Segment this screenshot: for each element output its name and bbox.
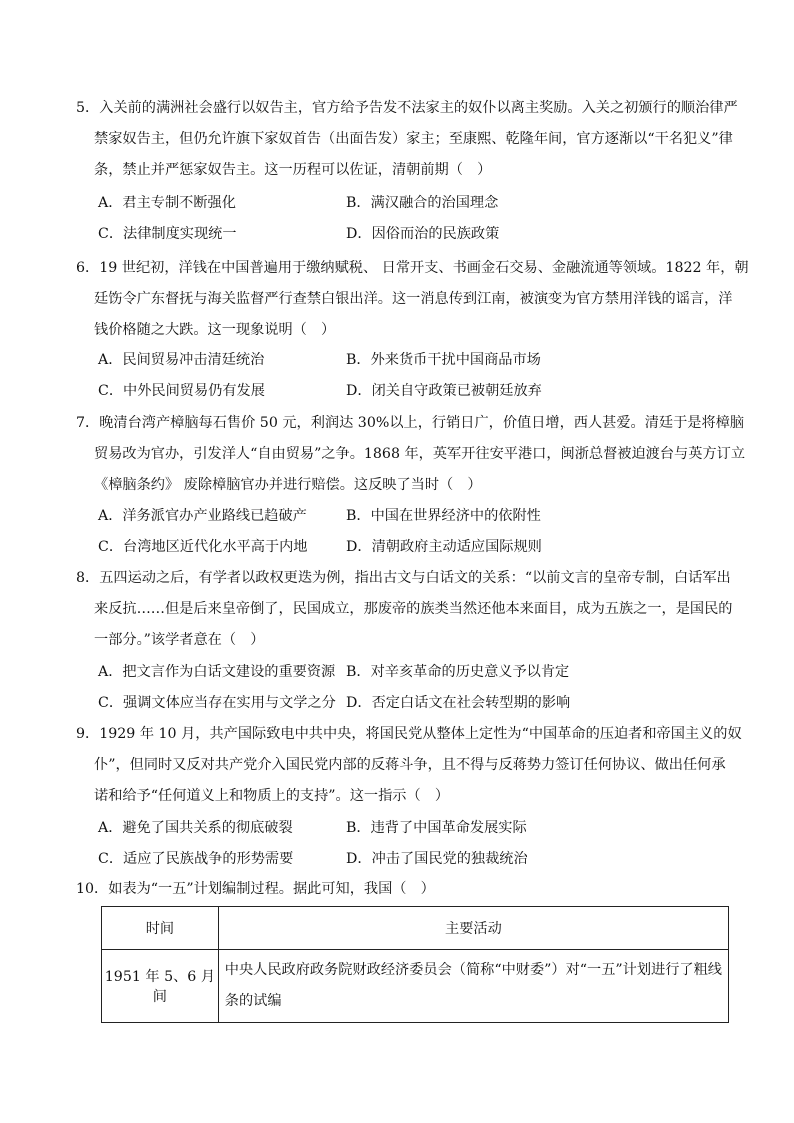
question-5-option-a[interactable]: A．君主专制不断强化 [98, 195, 236, 211]
question-6-option-d[interactable]: D．闭关自守政策已被朝廷放弃 [346, 383, 542, 399]
question-5-option-d[interactable]: D．因俗而治的民族政策 [346, 226, 500, 242]
table-cell-activity-line-1: 中央人民政府政务院财政经济委员会（简称“中财委”）对“一五”计划进行了粗线 [224, 962, 722, 978]
question-9-option-b[interactable]: B．违背了中国革命发展实际 [346, 820, 527, 836]
question-5-line-1: 5．入关前的满洲社会盛行以奴告主，官方给予告发不法家主的奴仆以离主奖励。入关之初颁行的顺治律严 [76, 100, 738, 116]
question-5-option-c[interactable]: C．法律制度实现统一 [98, 226, 237, 242]
question-9-option-d[interactable]: D．冲击了国民党的独裁统治 [346, 851, 528, 867]
table-header-activity: 主要活动 [218, 907, 728, 950]
question-7-option-c[interactable]: C．台湾地区近代化水平高于内地 [98, 539, 308, 555]
question-9-line-1: 9．1929 年 10 月，共产国际致电中共中央，将国民党从整体上定性为“中国革命的压迫者和帝国主义的奴 [76, 726, 742, 742]
question-8-option-d[interactable]: D．否定白话文在社会转型期的影响 [346, 695, 571, 711]
question-8-option-c[interactable]: C．强调文体应当存在实用与文学之分 [98, 695, 336, 711]
question-8-line-3: 一部分。”该学者意在（ ） [94, 632, 265, 648]
question-9-option-c[interactable]: C．适应了民族战争的形势需要 [98, 851, 294, 867]
table-header-time: 时间 [102, 907, 219, 950]
table-cell-activity-line-2: 条的试编 [224, 993, 282, 1009]
question-5-option-b[interactable]: B．满汉融合的治国理念 [346, 195, 499, 211]
question-7-line-3: 《樟脑条约》 废除樟脑官办并进行赔偿。这反映了当时（ ） [94, 477, 482, 493]
question-10-line-1: 10．如表为“一五”计划编制过程。据此可知，我国（ ） [76, 881, 435, 897]
question-8-line-1: 8．五四运动之后，有学者以政权更迭为例，指出古文与白话文的关系：“以前文言的皇帝专制，白话军出 [76, 570, 731, 586]
question-6-option-c[interactable]: C．中外民间贸易仍有发展 [98, 383, 265, 399]
question-6-option-a[interactable]: A．民间贸易冲击清廷统治 [98, 352, 265, 368]
question-9-line-2: 仆”，但同时又反对共产党介入国民党内部的反蒋斗争，且不得与反蒋势力签订任何协议、做出任何承 [94, 757, 726, 773]
table-cell-time: 1951 年 5、6 月间 [102, 950, 219, 1023]
question-8-option-b[interactable]: B．对辛亥革命的历史意义予以肯定 [346, 664, 570, 680]
table-row [102, 950, 729, 1023]
table-cell-activity [218, 950, 728, 1023]
question-5-line-3: 条，禁止并严惩家奴告主。这一历程可以佐证，清朝前期（ ） [94, 162, 492, 178]
question-6-line-3: 钱价格随之大跌。这一现象说明（ ） [94, 322, 336, 338]
question-7-line-2: 贸易改为官办，引发洋人“自由贸易”之争。1868 年，英军开往安平港口，闽浙总督被迫渡台与英方订立 [94, 446, 746, 462]
question-6-option-b[interactable]: B．外来货币干扰中国商品市场 [346, 352, 541, 368]
question-7-option-b[interactable]: B．中国在世界经济中的依附性 [346, 508, 541, 524]
question-9-line-3: 诺和给予“任何道义上和物质上的支持”。这一指示（ ） [94, 788, 450, 804]
question-5-line-2: 禁家奴告主，但仍允许旗下家奴首告（出面告发）家主；至康熙、乾隆年间，官方逐渐以“干名犯义”律 [94, 131, 733, 147]
question-9-option-a[interactable]: A．避免了国共关系的彻底破裂 [98, 820, 293, 836]
question-7-line-1: 7．晚清台湾产樟脑每石售价 50 元，利润达 30%以上，行销日广，价值日增，西人甚爱。清廷于是将樟脑 [76, 415, 745, 431]
question-8-line-2: 来反抗……但是后来皇帝倒了，民国成立，那废帝的族类当然还他本来面目，成为五族之一，是国民的 [94, 601, 733, 617]
question-7-option-d[interactable]: D．清朝政府主动适应国际规则 [346, 539, 542, 555]
table-header-row [102, 907, 729, 950]
question-6-line-1: 6．19 世纪初，洋钱在中国普遍用于缴纳赋税、 日常开支、书画金石交易、金融流通等领域。1822 年，朝 [76, 260, 749, 276]
question-6-line-2: 廷饬令广东督抚与海关监督严行查禁白银出洋。这一消息传到江南，被演变为官方禁用洋钱的谣言，洋 [94, 291, 733, 307]
question-8-option-a[interactable]: A．把文言作为白话文建设的重要资源 [98, 664, 336, 680]
five-year-plan-table [101, 906, 729, 1023]
question-7-option-a[interactable]: A．洋务派官办产业路线已趋破产 [98, 508, 307, 524]
